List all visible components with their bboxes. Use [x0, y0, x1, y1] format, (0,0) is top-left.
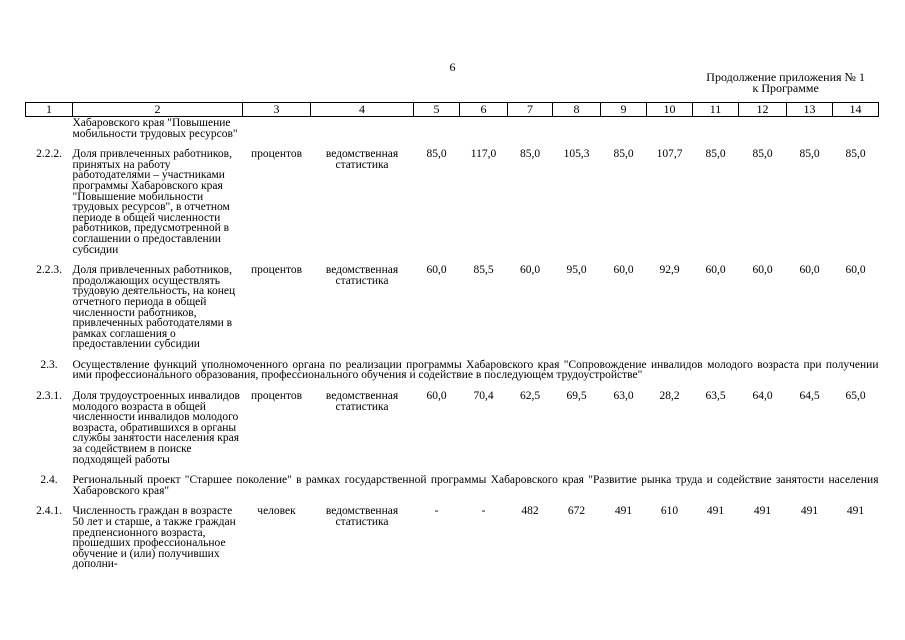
value-cell: 85,0: [752, 148, 773, 161]
unit-cell: человек: [257, 505, 296, 518]
value-cell: 60,0: [799, 264, 820, 277]
source-cell: ведомственная статистика: [325, 390, 399, 413]
section-title: Осуществление функций уполномоченного органа по реализации программы Хабаровского края "Сопровождение инвалидов молодого возраста при получении ими профессионального образования, профессионального обучения и содействие в последующем трудоустройстве": [72, 358, 879, 382]
unit-cell: процентов: [250, 390, 303, 403]
value-cell: 64,5: [799, 390, 820, 403]
source-cell: ведомственная статистика: [325, 505, 399, 528]
unit-cell: процентов: [250, 264, 303, 277]
continuation-text: Хабаровского края "Повышение мобильности трудовых ресурсов": [72, 117, 238, 140]
header-col-12: 12: [739, 103, 787, 117]
indicator-name: Численность граждан в возрасте 50 лет и старше, а также граждан предпенсионного возраста, прошедших профессиональное обучение и (или) получивших дополни-: [72, 505, 236, 571]
indicator-name: Доля привлеченных работников, продолжающих осуществлять трудовую деятельность, на конец отчетного периода в общей численности работников, привлеченных работодателями в рамках соглашения о предоставлении субсидии: [72, 264, 236, 351]
header-col-5: 5: [414, 103, 460, 117]
value-cell: 60,0: [613, 264, 634, 277]
value-cell: 85,0: [845, 148, 866, 161]
table-row: [26, 391, 879, 465]
value-cell: 491: [800, 505, 819, 518]
source-cell: ведомственная статистика: [325, 264, 399, 287]
value-cell: 60,0: [845, 264, 866, 277]
header-col-7: 7: [508, 103, 553, 117]
value-cell: 85,0: [705, 148, 726, 161]
value-cell: 69,5: [566, 390, 587, 403]
value-cell: 60,0: [752, 264, 773, 277]
value-cell: 60,0: [705, 264, 726, 277]
header-col-2: 2: [73, 103, 243, 117]
row-number: 2.2.2.: [36, 148, 62, 161]
header-col-13: 13: [787, 103, 833, 117]
appendix-note-line1: Продолжение приложения № 1: [706, 70, 865, 84]
value-cell: 65,0: [845, 390, 866, 403]
value-cell: 105,3: [563, 148, 590, 161]
row-number: 2.4.: [40, 474, 58, 487]
value-cell: 491: [614, 505, 633, 518]
value-cell: 28,2: [659, 390, 680, 403]
table-row-section: [26, 360, 879, 381]
value-cell: 60,0: [426, 390, 447, 403]
value-cell: 117,0: [470, 148, 497, 161]
unit-cell: процентов: [250, 148, 303, 161]
header-col-6: 6: [460, 103, 508, 117]
value-cell: 610: [660, 505, 679, 518]
page-number: 6: [449, 60, 456, 74]
value-cell: 85,0: [613, 148, 634, 161]
value-cell: 85,5: [473, 264, 494, 277]
value-cell: 491: [706, 505, 725, 518]
value-cell: 491: [846, 505, 865, 518]
header-col-14: 14: [833, 103, 879, 117]
indicators-table: [25, 102, 879, 570]
table-row: [26, 506, 879, 570]
value-cell: -: [434, 505, 439, 518]
section-title: Региональный проект "Старшее поколение" в рамках государственной программы Хабаровского края "Развитие рынка труда и содействие занятости населения Хабаровского края": [72, 474, 879, 497]
value-cell: 672: [567, 505, 586, 518]
table-header-row: [26, 103, 879, 117]
header-col-9: 9: [601, 103, 647, 117]
header-col-4: 4: [311, 103, 414, 117]
table-row: [26, 149, 879, 255]
value-cell: 85,0: [799, 148, 820, 161]
value-cell: -: [481, 505, 486, 518]
header-col-11: 11: [693, 103, 739, 117]
value-cell: 60,0: [519, 264, 541, 277]
header-col-8: 8: [553, 103, 601, 117]
value-cell: 92,9: [659, 264, 680, 277]
value-cell: 63,5: [705, 390, 726, 403]
value-cell: 63,0: [613, 390, 634, 403]
row-number: 2.3.: [40, 358, 58, 371]
value-cell: 491: [753, 505, 772, 518]
source-cell: ведомственная статистика: [325, 148, 399, 171]
value-cell: 482: [521, 505, 539, 518]
row-number: 2.3.1.: [36, 390, 62, 403]
value-cell: 85,0: [426, 148, 447, 161]
continuation-row: [26, 117, 879, 140]
header-col-10: 10: [647, 103, 693, 117]
header-col-1: 1: [26, 103, 73, 117]
value-cell: 64,0: [752, 390, 773, 403]
value-cell: 70,4: [473, 390, 494, 403]
value-cell: 85,0: [519, 148, 541, 161]
indicator-name: Доля привлеченных работников, принятых на работу работодателями – участниками программы Хабаровского края "Повышение мобильности трудовых ресурсов", в отчетном периоде в общей численности работников, предусмотренной в соглашении о предоставлении субсидии: [72, 148, 232, 256]
value-cell: 95,0: [566, 264, 587, 277]
indicator-name: Доля трудоустроенных инвалидов молодого возраста в общей численности инвалидов молодого возраста, обратившихся в органы службы занятости населения края за содействием в поиске подходящей работы: [72, 390, 240, 466]
appendix-note: [706, 72, 865, 94]
appendix-note-line2: к Программе: [752, 81, 819, 95]
row-number: 2.2.3.: [36, 264, 62, 277]
row-number: 2.4.1.: [36, 505, 62, 518]
header-col-3: 3: [243, 103, 311, 117]
value-cell: 62,5: [519, 390, 541, 403]
value-cell: 60,0: [426, 264, 447, 277]
value-cell: 107,7: [656, 148, 683, 161]
table-row: [26, 265, 879, 350]
table-row-section: [26, 475, 879, 496]
